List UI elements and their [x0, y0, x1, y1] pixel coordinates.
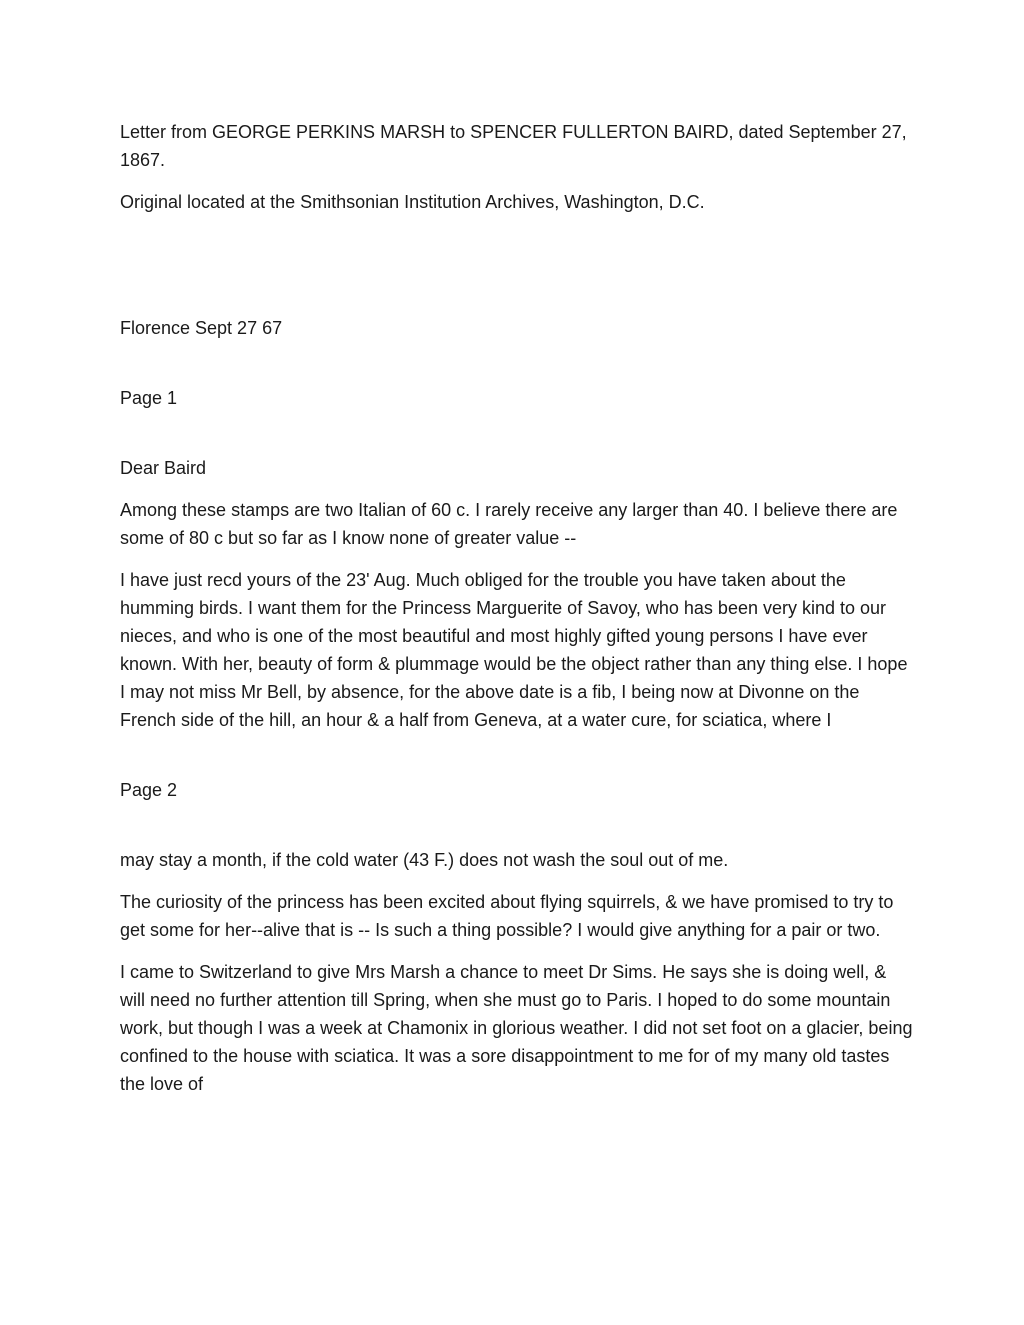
header-title: Letter from GEORGE PERKINS MARSH to SPENCER FULLERTON BAIRD, dated September 27, 1867.: [120, 122, 907, 170]
letter-place-date: Florence Sept 27 67: [120, 318, 283, 338]
header-source: Original located at the Smithsonian Institution Archives, Washington, D.C.: [120, 192, 705, 212]
letter-paragraph-2: I have just recd yours of the 23' Aug. Much obliged for the trouble you have taken about the humming birds. I want them for the Princess Marguerite of Savoy, who has been very kind to our nieces, and who is one of the most beautiful and most highly gifted young persons I have ever known. With her, beauty of form & plummage would be the object rather than any thing else. I hope I may not miss Mr Bell, by absence, for the above date is a fib, I being now at Divonne on the French side of the hill, an hour & a half from Geneva, at a water cure, for sciatica, where I: [120, 570, 908, 730]
letter-salutation: Dear Baird: [120, 458, 207, 478]
page-2-label: Page 2: [120, 780, 178, 800]
letter-paragraph-5: I came to Switzerland to give Mrs Marsh a chance to meet Dr Sims. He says she is doing well, & will need no further attention till Spring, when she must go to Paris. I hoped to do some mountain work, but though I was a week at Chamonix in glorious weather. I did not set foot on a glacier, being confined to the house with sciatica. It was a sore disappointment to me for of my many old tastes the love of: [120, 962, 913, 1094]
letter-paragraph-1: Among these stamps are two Italian of 60 c. I rarely receive any larger than 40. I believe there are some of 80 c but so far as I know none of greater value --: [120, 500, 898, 548]
letter-paragraph-4: The curiosity of the princess has been excited about flying squirrels, & we have promised to try to get some for her--alive that is -- Is such a thing possible? I would give anything for a pair or two.: [120, 892, 894, 940]
page-1-label: Page 1: [120, 388, 178, 408]
letter-paragraph-3: may stay a month, if the cold water (43 F.) does not wash the soul out of me.: [120, 850, 729, 870]
